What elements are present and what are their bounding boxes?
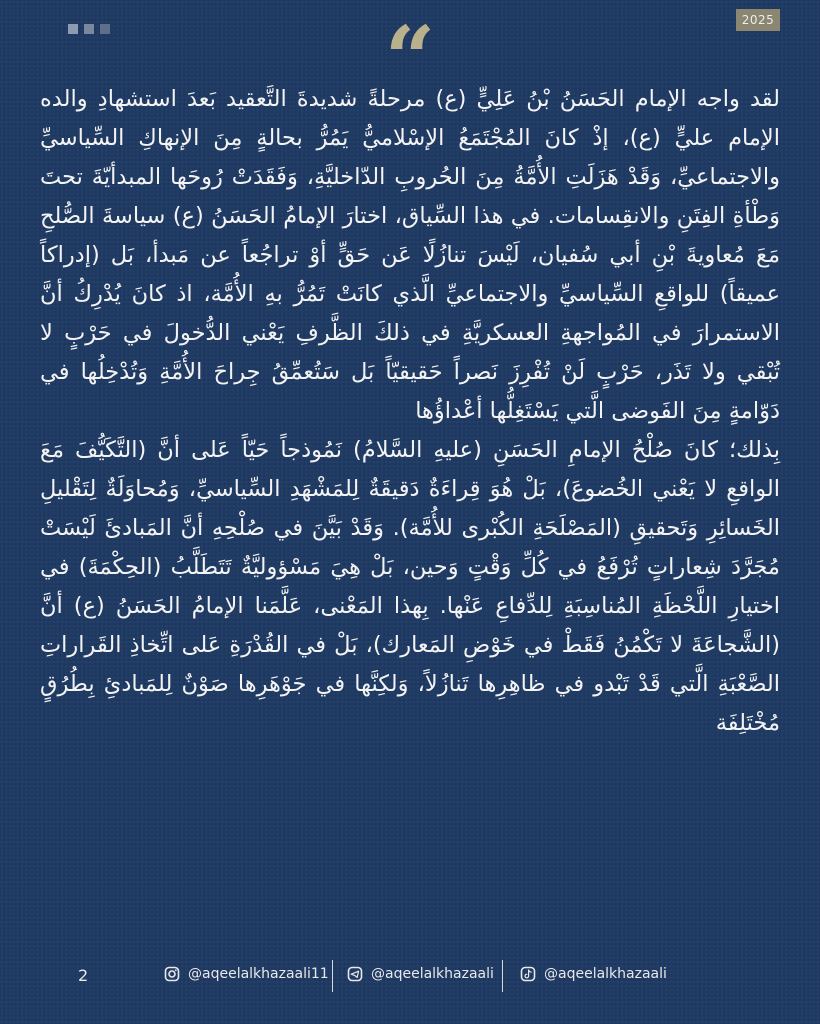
year-badge: 2025: [736, 9, 780, 31]
footer: [0, 958, 820, 998]
instagram-link[interactable]: [164, 966, 329, 982]
quote-icon: “: [384, 6, 436, 110]
page-number: 2: [78, 966, 89, 985]
paragraph-1: لقد واجه الإمام الحَسَنُ بْنُ عَلِيٍّ (ع) مرحلةً شديدةَ التَّعقيد بَعدَ استشهادِ والده الإمام عليٍّ (ع)، إذْ كانَ المُجْتَمَعُ الإسْلاميُّ يَمُرُّ بحالةٍ مِنَ الإنهاكِ السِّياسيِّ والاجتماعيِّ، وَقَدْ هَزَلَتِ الأُمَّةُ مِنَ الحُروبِ الدّاخليَّةِ، وَفَقَدَتْ رُوحَها المبدأيّةَ تحتَ وَطْأةِ الفِتَنِ والانقِسامات. في هذا السِّياق، اختارَ الإمامُ الحَسَنُ (ع) سياسةَ الصُّلحِ مَعَ مُعاويةَ بْنِ أبي سُفيان، لَيْسَ تنازُلًا عَن حَقٍّ أوْ تراجُعاً عن مَبدأ، بَل (إدراكاً عميقاً) للواقعِ السِّياسيِّ والاجتماعيِّ الَّذي كانَتْ تَمُرُّ بهِ الأُمَّة، اذ كانَ يُدْرِكُ أنَّ الاستمرارَ في المُواجهةِ العسكريَّةِ في ذلكَ الظَّرفِ يَعْني الدُّخولَ في حَرْبٍ لا تُبْقي ولا تَذَر، حَرْبٍ لَنْ تُفْرِزَ نَصراً حَقيقيّاً بَل سَتُعمِّقُ جِراحَ الأُمَّةِ وَتُدْخِلُها في دَوّامةٍ مِنَ الفَوضى الَّتي يَسْتَغِلُّها أعْداؤُها: [40, 86, 780, 424]
tiktok-icon: [520, 966, 536, 982]
tiktok-handle: @aqeelalkhazaali: [544, 966, 667, 982]
telegram-link[interactable]: [347, 966, 494, 982]
telegram-icon: [347, 966, 363, 982]
instagram-handle: @aqeelalkhazaali11: [188, 966, 329, 982]
telegram-handle: @aqeelalkhazaali: [371, 966, 494, 982]
tiktok-link[interactable]: [520, 966, 667, 982]
paragraph-2: بِذلك؛ كانَ صُلْحُ الإمامِ الحَسَنِ (عليهِ السَّلامُ) نَمُوذجاً حَيّاً عَلى أنَّ (التَّكَيُّفَ مَعَ الواقعِ لا يَعْني الخُضوعَ)، بَلْ هُوَ قِراءَةٌ دَقيقَةٌ لِلمَشْهَدِ السِّياسيِّ، وَمُحاوَلَةٌ لِتَقْليلِ الخَسائِرِ وَتَحقيقِ (المَصْلَحَةِ الكُبْرى للأُمَّة). وَقَدْ بَيَّنَ في صُلْحِهِ أنَّ المَبادئَ لَيْسَتْ مُجَرَّدَ شِعاراتٍ تُرْفَعُ في كُلِّ وَقْتٍ وَحين، بَلْ هِيَ مَسْؤوليَّةٌ تَتَطَلَّبُ (الحِكْمَةَ) في اختيارِ اللَّحْظَةِ المُناسِبَةِ لِلدِّفاعِ عَنْها. بِهذا المَعْنى، عَلَّمَنا الإمامُ الحَسَنُ (ع) أنَّ (الشَّجاعَةَ لا تَكْمُنُ فَقَطْ في خَوْضِ المَعارك)، بَلْ في القُدْرَةِ عَلى اتِّخاذِ القَراراتِ الصَّعْبَةِ الَّتي قَدْ تَبْدو في ظاهِرِها تَنازُلاً، وَلكِنَّها في جَوْهَرِها صَوْنٌ لِلمَبادئِ بِطُرُقٍ مُخْتَلِفَة: [40, 437, 780, 736]
article-body: [40, 80, 780, 743]
footer-divider: [332, 960, 333, 992]
instagram-icon: [164, 966, 180, 982]
footer-divider: [502, 960, 503, 992]
